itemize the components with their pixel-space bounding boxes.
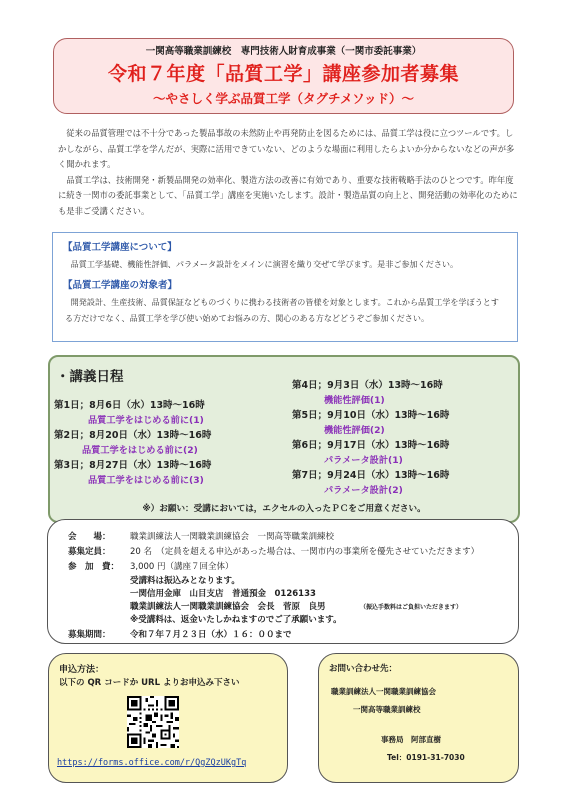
deadline-value: 令和７年７月２３日（水）１６：００まで (130, 630, 292, 640)
fee-value: 3,000 円（講座７回全体） (130, 562, 234, 572)
capacity-label: 募集定員： (68, 547, 111, 557)
session-topic: 機能性評価(1) (324, 395, 385, 406)
schedule-title: ・講義日程 (56, 369, 124, 385)
session-date: 第4日；9月3日（水）13時～16時 (292, 380, 443, 391)
apply-box (48, 653, 288, 783)
contact-organization: 職業訓練法人一関職業訓練協会 (331, 687, 436, 696)
intro-paragraph: 従来の品質管理では不十分であった製品事故の未然防止や再発防止を図るためには、品質工学は役に立つツールです。しかしながら、品質工学を学んだが、実際に活用できていない、どのような場面に利用したらよいか分からないなどの声が多く聞かれます。 (58, 128, 515, 169)
schedule-note: ※）お願い：受講においては，エクセルの入ったＰＣをご用意ください。 (142, 504, 426, 514)
session-date: 第6日；9月17日（水）13時～16時 (292, 440, 450, 451)
qr-code-icon[interactable] (127, 696, 179, 748)
session-topic: 品質工学をはじめる前に(1) (88, 415, 204, 426)
session-date: 第1日；8月6日（水）13時～16時 (54, 400, 205, 411)
venue-label: 会 場： (68, 532, 111, 542)
session-date: 第5日；9月10日（水）13時～16時 (292, 410, 450, 421)
venue-value: 職業訓練法人一関職業訓練協会 一関高等職業訓練校 (130, 532, 335, 542)
page-title: 令和７年度「品質工学」講座参加者募集 (107, 63, 459, 85)
about-heading: 【品質工学講座について】 (63, 242, 177, 253)
about-course-box (52, 232, 518, 342)
header-banner (53, 38, 514, 114)
session-date: 第7日；9月24日（水）13時～16時 (292, 470, 450, 481)
session-topic: パラメータ設計(2) (324, 485, 403, 496)
fee-payment-note: 受講料は振込みとなります。 (130, 576, 240, 586)
apply-url-link[interactable]: https://forms.office.com/r/QgZQzUKgTq (57, 758, 247, 768)
intro-paragraph: 品質工学は、技術開発・新製品開発の効率化、製造方法の改善に有効であり、重要な技術戦略手法のひとつです。昨年度に続き一関市の委託事業として、「品質工学」講座を実施いたします。設計・製造品質の向上と、開発活動の効率化のためにも是非ご受講ください。 (58, 174, 518, 216)
intro-text (58, 126, 520, 219)
session-date: 第2日；8月20日（水）13時～16時 (54, 430, 212, 441)
transfer-fee-note: （振込手数料はご負担いただきます） (360, 604, 463, 611)
page-subtitle: ～やさしく学ぶ品質工学（タグチメソッド）～ (152, 91, 414, 106)
apply-title: 申込方法： (59, 665, 105, 675)
contact-school: 一関高等職業訓練校 (353, 705, 421, 714)
organizer-line: 一関高等職業訓練校 専門技術人財育成事業（一関市委託事業） (145, 46, 422, 57)
schedule-box (48, 355, 520, 523)
session-topic: 品質工学をはじめる前に(3) (88, 475, 204, 486)
capacity-value: 20 名 （定員を超える申込があった場合は、一関市内の事業所を優先させていただきます） (130, 547, 480, 557)
contact-phone[interactable]: Tel：0191-31-7030 (387, 753, 465, 762)
bank-account: 一関信用金庫 山目支店 普通預金 0126133 (130, 589, 316, 599)
fee-label: 参 加 費： (68, 562, 120, 572)
apply-description: 以下の QR コードか URL よりお申込み下さい (59, 678, 240, 688)
contact-box (318, 653, 519, 783)
session-date: 第3日；8月27日（水）13時～16時 (54, 460, 212, 471)
target-heading: 【品質工学講座の対象者】 (63, 280, 178, 291)
session-topic: 機能性評価(2) (324, 425, 385, 436)
contact-office: 事務局 阿部直樹 (381, 735, 441, 744)
course-info-box (47, 519, 519, 644)
contact-title: お問い合わせ先： (329, 664, 398, 674)
session-topic: パラメータ設計(1) (324, 455, 403, 466)
about-body: 品質工学基礎、機能性評価、パラメータ設計をメインに演習を織り交ぜて学びます。是非ご参加ください。 (70, 259, 459, 269)
account-holder: 職業訓練法人一関職業訓練協会 会長 菅原 良男 (130, 602, 326, 612)
deadline-label: 募集期間： (68, 630, 111, 640)
refund-note: ※受講料は、返金いたしかねますのでご了承願います。 (130, 615, 342, 625)
session-topic: 品質工学をはじめる前に(2) (82, 445, 198, 456)
target-body: 開発設計、生産技術、品質保証などものづくりに携わる技術者の皆様を対象とします。これから品質工学を学ぼうとする方だけでなく、品質工学を学び使い始めてお悩みの方、関心のある方などどうぞご参加ください。 (65, 297, 499, 323)
